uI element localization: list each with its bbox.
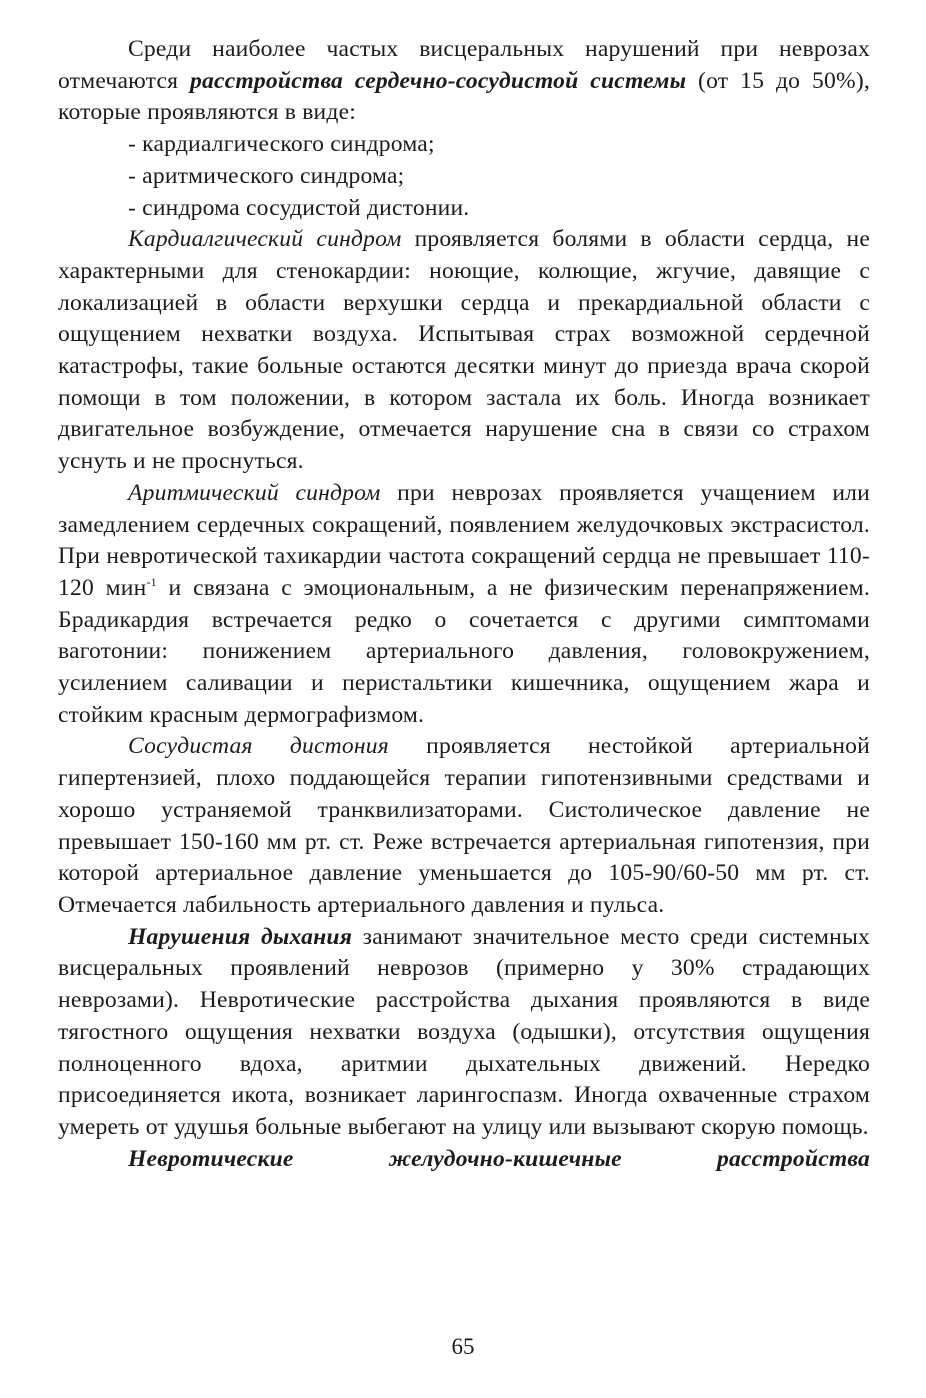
paragraph-gastrointestinal — [58, 1144, 870, 1176]
emphasis-term: Сосудистая дистония — [128, 733, 389, 760]
emphasis-term: Невротические желудочно-кишечные расстройства — [128, 1145, 870, 1172]
paragraph-text: Среди наиболее частых висцеральных нарушений при неврозах отмечаются — [58, 36, 870, 94]
paragraph-text: при неврозах проявляется учащением или замедлением сердечных сокращений, появлением желудочковых экстрасистол. При невротической тахикардии частота сокращений сердца не превышает 110-120 мин — [58, 479, 870, 601]
page-text — [58, 34, 870, 1175]
list-item: - синдрома сосудистой дистонии. — [128, 194, 470, 221]
paragraph-text: проявляется нестойкой артериальной гипертензией, плохо поддающейся терапии гипотензивными средствами и хорошо устраняемой транквилизаторами. Систолическое давление не превышает 150-160 мм рт. ст. Реже встречается артериальная гипотензия, при которой артериальное давление уменьшается до 105-90/60-50 мм рт. ст. Отмечается лабильность артериального давления и пульса. — [58, 733, 870, 918]
emphasis-term: расстройства сердечно-сосудистой системы — [190, 67, 687, 94]
paragraph-arrhythmic — [58, 478, 870, 732]
paragraph-text: (от 15 до 50%), которые проявляются в виде: — [58, 67, 870, 126]
paragraph-text: проявляется болями в области сердца, не характерными для стенокардии: ноющие, колющие, жгучие, давящие с локализацией в области верхушки сердца и прекардиальной области с ощущением нехватки воздуха. Испытывая страх возможной сердечной катастрофы, такие больные остаются десятки минут до приезда врача скорой помощи в том положении, в котором застала их боль. Иногда возникает двигательное возбуждение, отмечается нарушение сна в связи со страхом уснуть и не проснуться. — [58, 226, 870, 475]
paragraph-cardiovascular-intro — [58, 34, 870, 129]
syndrome-list — [58, 129, 870, 224]
paragraph-text: и связана с эмоциональным, а не физическим перенапряжением. Брадикардия встречается редко о сочетается с другими симптомами ваготонии: понижением артериального давления, головокружением, усилением саливации и перистальтики кишечника, ощущением жара и стойким красным дермографизмом. — [58, 574, 871, 728]
paragraph-breathing — [58, 922, 870, 1144]
emphasis-term: Кардиалгический синдром — [128, 226, 402, 253]
superscript: -1 — [146, 575, 157, 590]
paragraph-text: занимают значительное место среди системных висцеральных проявлений неврозов (примерно у 30% страдающих неврозами). Невротические расстройства дыхания проявляются в виде тягостного ощущения нехватки воздуха (одышки), отсутствия ощущения полноценного вдоха, аритмии дыхательных движений. Нередко присоединяется икота, возникает ларингоспазм. Иногда охваченные страхом умереть от удушья больные выбегают на улицу или вызывают скорую помощь. — [58, 923, 870, 1140]
list-item: - аритмического синдрома; — [128, 162, 405, 189]
page-number: 65 — [451, 1334, 475, 1359]
list-item: - кардиалгического синдрома; — [128, 131, 435, 158]
emphasis-term: Аритмический синдром — [128, 479, 381, 506]
emphasis-term: Нарушения дыхания — [128, 923, 353, 950]
paragraph-vascular-dystonia — [58, 731, 870, 921]
paragraph-cardialgic — [58, 224, 870, 478]
